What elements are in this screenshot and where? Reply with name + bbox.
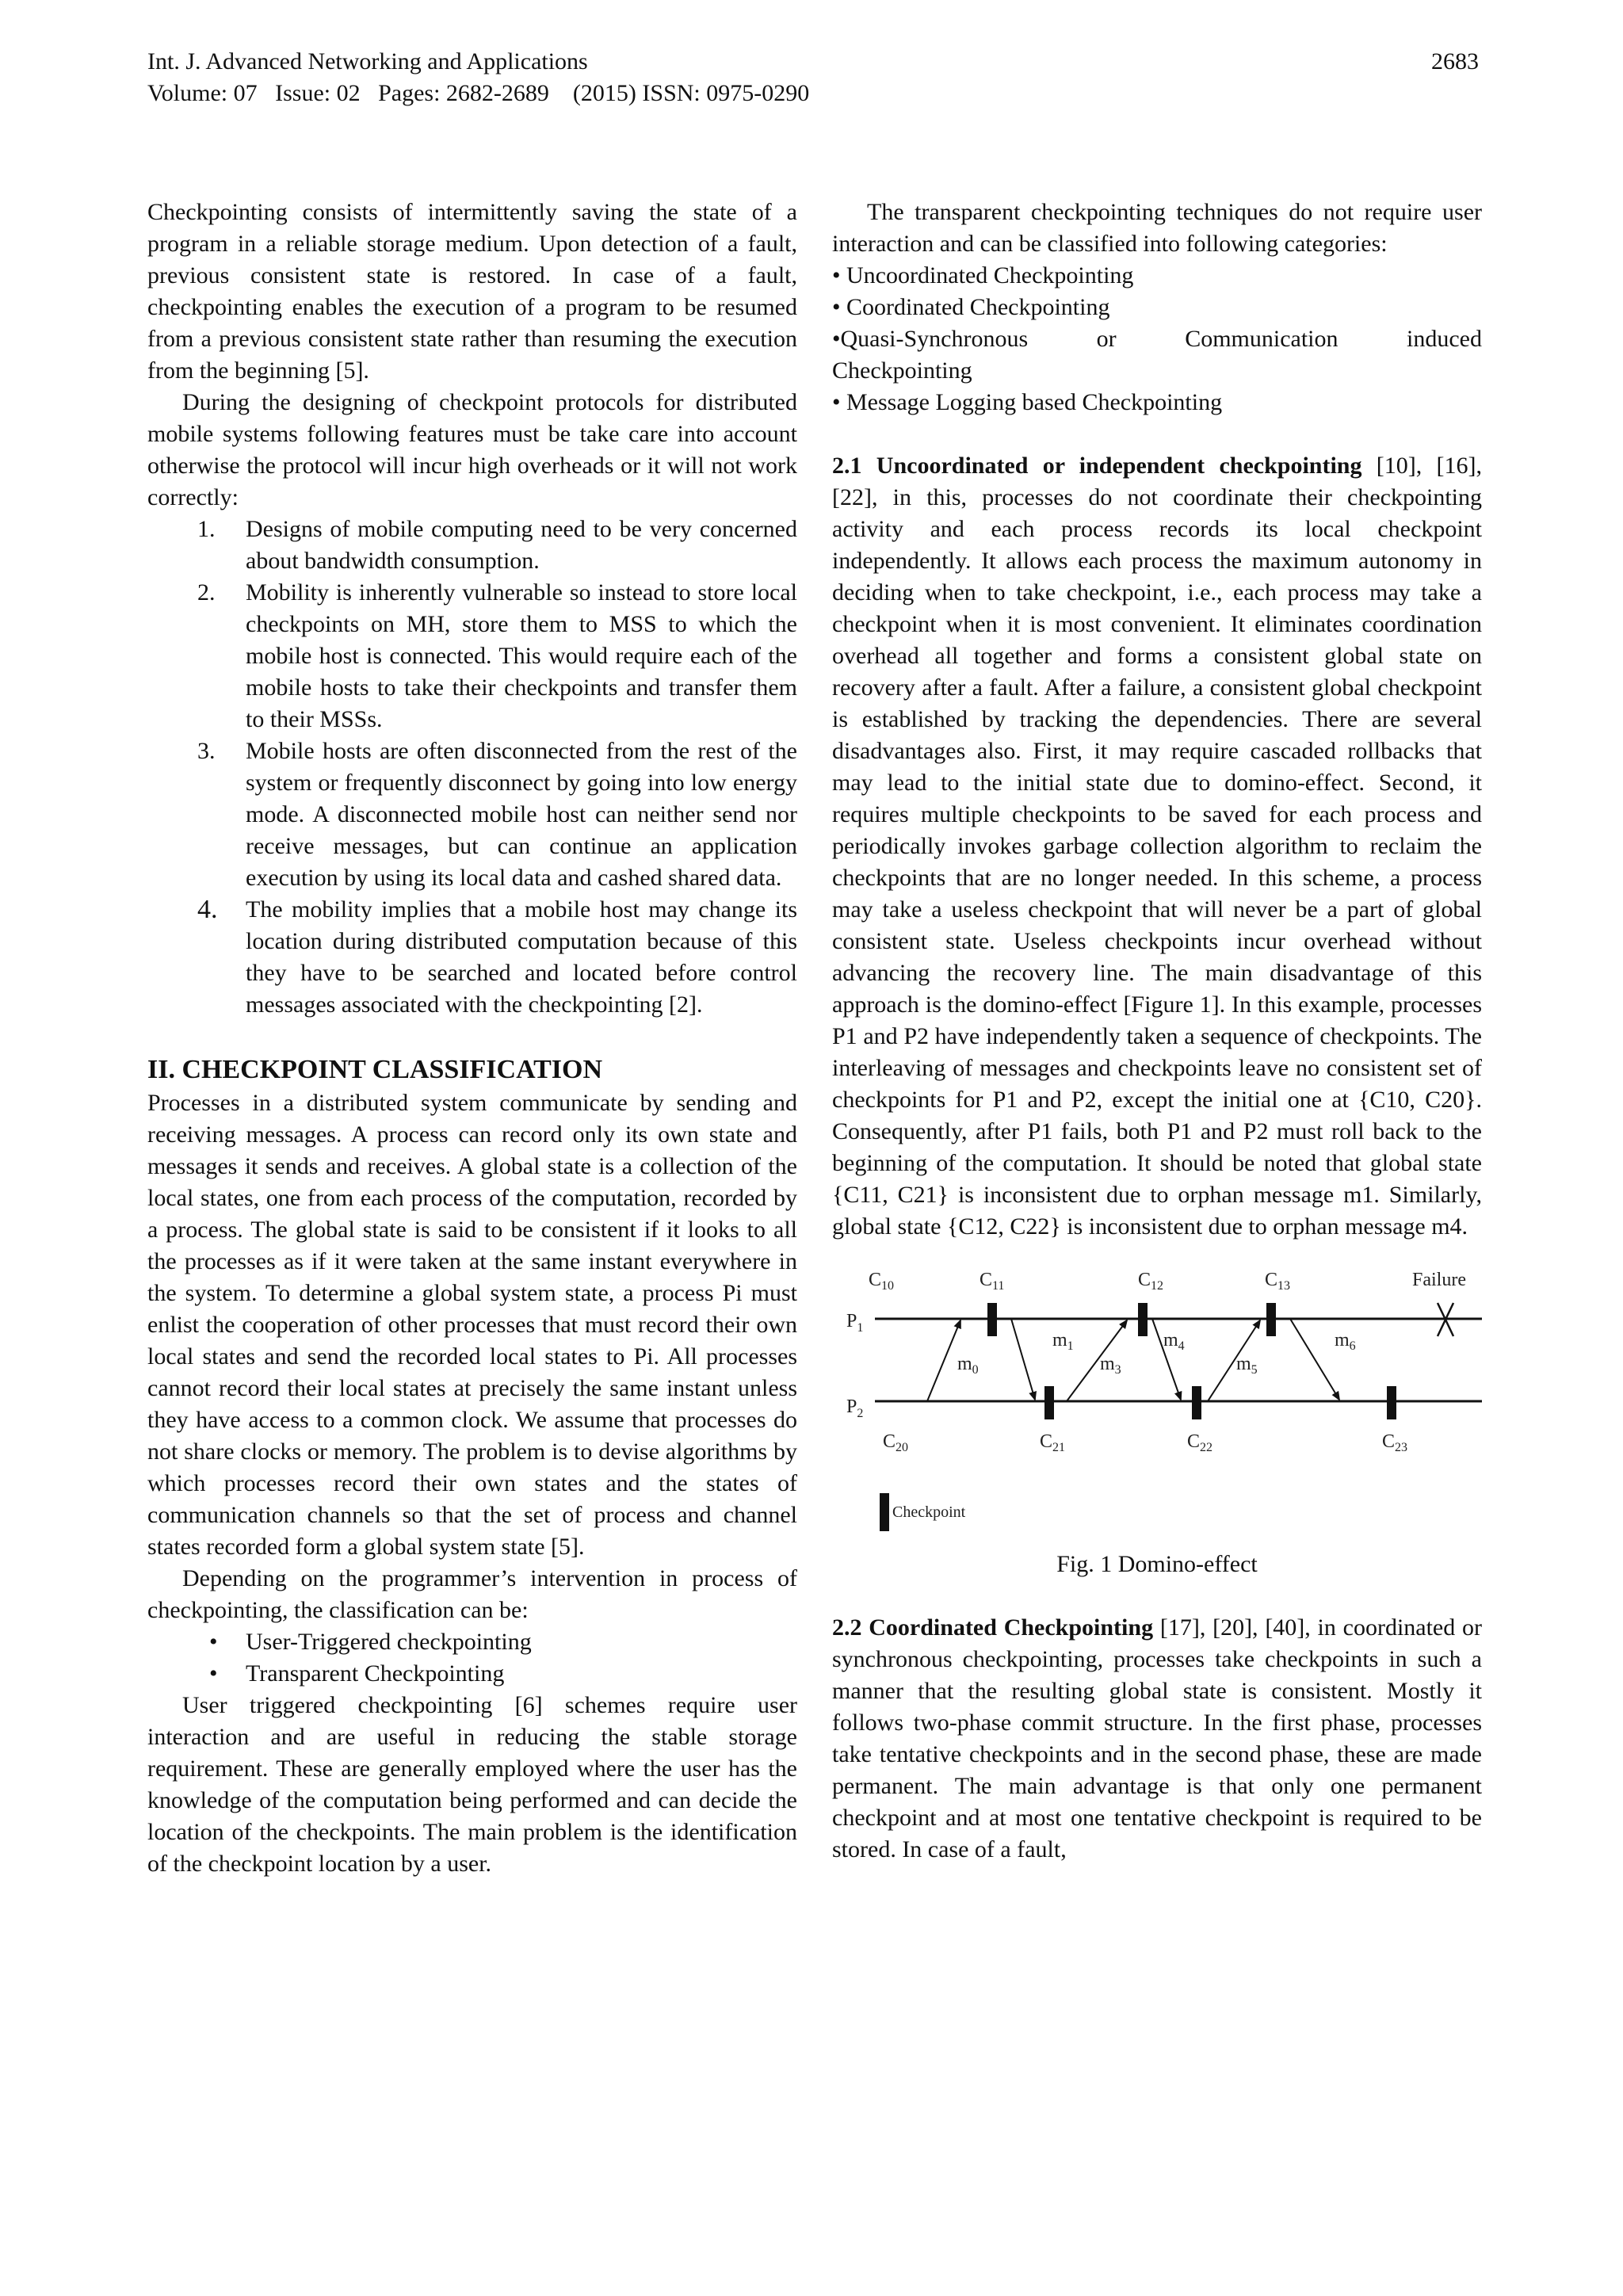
message-m6-arrow bbox=[1290, 1319, 1339, 1400]
intro-paragraph: Checkpointing consists of intermittently saving the state of a program in a reliable storage medium. Upon detection of a fault, previous consistent state is restored. In case of a fault, checkpointing enables the execution of a program to be resumed from a previous consistent state rather than resuming the execution from the beginning [5]. bbox=[147, 199, 797, 384]
category-item: • Coordinated Checkpointing bbox=[832, 294, 1110, 320]
legend-label: Checkpoint bbox=[892, 1503, 966, 1521]
category-item: • Message Logging based Checkpointing bbox=[832, 389, 1223, 415]
message-label: $m_1$ bbox=[1052, 1330, 1074, 1353]
global-state-paragraph: Processes in a distributed system communicate by sending and receiving messages. A process can record only its own state and messages it sends and receives. A global state is a collection of the local states, one from each process of the computation, recorded by a process. The global state is said to be consistent if it looks to all the processes as if it were taken at the same instant everywhere in the system. To determine a global system state, a process Pi must enlist the cooperation of other processes that must record their own local states and send the recorded local states to Pi. All processes cannot record their local states at precisely the same instant unless they have access to a common clock. We assume that processes do not share clocks or memory. The problem is to devise algorithms by which processes record their own states and the states of communication channels so that the set of process and channel states recorded form a global system state [5]. bbox=[147, 1090, 797, 1560]
checkpoint-c11 bbox=[987, 1303, 997, 1336]
message-label: $m_4$ bbox=[1163, 1330, 1185, 1353]
feature-number: 3. bbox=[197, 738, 216, 764]
bullet-icon: • bbox=[209, 1660, 218, 1687]
classification-item bbox=[147, 1658, 797, 1690]
category-item: • Uncoordinated Checkpointing bbox=[832, 262, 1134, 288]
message-label: $m_6$ bbox=[1335, 1330, 1356, 1353]
message-label: $m_5$ bbox=[1236, 1354, 1258, 1377]
section-heading: II. CHECKPOINT CLASSIFICATION bbox=[147, 1055, 603, 1084]
design-features-intro: During the designing of checkpoint protocols for distributed mobile systems following features must be take care into account otherwise the protocol will incur high overheads or it will not work correctly: bbox=[147, 389, 797, 510]
feature-item bbox=[147, 577, 797, 735]
coordinated-paragraph bbox=[832, 1612, 1482, 1866]
feature-text: Designs of mobile computing need to be very concerned about bandwidth consumption. bbox=[246, 516, 797, 574]
feature-number: 4. bbox=[197, 895, 218, 924]
checkpoint-label: $C_{10}$ bbox=[869, 1270, 895, 1293]
message-m1-arrow bbox=[1011, 1319, 1035, 1400]
subsection-body: [17], [20], [40], in coordinated or synchronous checkpointing, processes take checkpoints in such a manner that the resulting global state is consistent. Mostly it follows two-phase commit structure. In the first phase, processes take tentative checkpoints and in the second phase, these are made permanent. The main advantage is that only one permanent checkpoint and at most one tentative checkpoint is required to be stored. In case of a fault, bbox=[832, 1614, 1482, 1862]
category-item-continuation: Checkpointing bbox=[832, 357, 972, 384]
checkpoint-c13 bbox=[1266, 1303, 1276, 1336]
subsection-body: [10], [16], [22], in this, processes do not coordinate their checkpointing activity and each process records its local checkpoint independently. It allows each process the maximum autonomy in deciding when to take checkpoint, i.e., each process may take a checkpoint when it is most convenient. It eliminates coordination overhead all together and forms a consistent global state on recovery after a fault. After a failure, a consistent global checkpoint is established by tracking the dependencies. There are several disadvantages also. First, it may require cascaded rollbacks that may lead to the initial state due to domino-effect. Second, it requires multiple checkpoints to be saved for each process and periodically invokes garbage collection algorithm to reclaim the checkpoints that are no longer needed. In this scheme, a process may take a useless checkpoint that will never be a part of global consistent state. Useless checkpoints incur overhead without advancing the recovery line. The main disadvantage of this approach is the domino-effect [Figure 1]. In this example, processes P1 and P2 have independently taken a sequence of checkpoints. The interleaving of messages and checkpoints leave no consistent set of checkpoints for P1 and P2, except the initial one at {C10, C20}. Consequently, after P1 fails, both P1 and P2 must roll back to the beginning of the computation. It should be noted that global state {C11, C21} is inconsistent due to orphan message m1. Similarly, global state {C12, C22} is inconsistent due to orphan message m4. bbox=[832, 453, 1483, 1240]
feature-item bbox=[147, 735, 797, 894]
checkpoint-label: $C_{11}$ bbox=[980, 1270, 1005, 1293]
uncoordinated-paragraph bbox=[832, 450, 1482, 1243]
checkpoint-label: $C_{20}$ bbox=[883, 1431, 909, 1454]
feature-item bbox=[147, 514, 797, 577]
process-label-p2: $P_2$ bbox=[846, 1396, 864, 1420]
checkpoint-label: $C_{13}$ bbox=[1265, 1270, 1291, 1293]
right-column bbox=[832, 197, 1482, 1866]
transparent-intro: The transparent checkpointing techniques do not require user interaction and can be classified into following categories: bbox=[832, 199, 1482, 257]
volume-info: Volume: 07 Issue: 02 Pages: 2682-2689 (2015) ISSN: 0975-0290 bbox=[147, 80, 810, 106]
checkpoint-label: $C_{22}$ bbox=[1187, 1431, 1213, 1454]
classification-list bbox=[147, 1626, 797, 1690]
feature-number: 1. bbox=[197, 516, 216, 542]
message-m0-arrow bbox=[927, 1320, 960, 1401]
domino-effect-figure bbox=[832, 1263, 1482, 1541]
page-number: 2683 bbox=[1431, 48, 1479, 74]
feature-text: The mobility implies that a mobile host may change its location during distributed computation because of this they have to be searched and located before control messages associated with the checkpointing [2]. bbox=[246, 896, 797, 1018]
classification-intro: Depending on the programmer’s intervention in process of checkpointing, the classification can be: bbox=[147, 1565, 797, 1623]
message-label: $m_0$ bbox=[957, 1354, 979, 1377]
checkpoint-label: $C_{23}$ bbox=[1382, 1431, 1408, 1454]
journal-name: Int. J. Advanced Networking and Applications bbox=[147, 48, 588, 74]
message-m3-arrow bbox=[1067, 1320, 1127, 1401]
design-features-list bbox=[147, 514, 797, 1021]
message-m5-arrow bbox=[1208, 1320, 1260, 1401]
checkpoint-label: $C_{12}$ bbox=[1138, 1270, 1164, 1293]
checkpoint-c12 bbox=[1138, 1303, 1148, 1336]
left-column bbox=[147, 197, 797, 1880]
user-triggered-paragraph: User triggered checkpointing [6] schemes require user interaction and are useful in reducing the stable storage requirement. These are generally employed where the user has the knowledge of the computation being performed and can decide the location of the checkpoints. The main problem is the identification of the checkpoint location by a user. bbox=[147, 1692, 797, 1877]
running-header bbox=[147, 46, 1479, 109]
feature-item bbox=[147, 894, 797, 1021]
legend-checkpoint-swatch bbox=[880, 1493, 889, 1531]
domino-effect-diagram bbox=[832, 1263, 1482, 1541]
process-label-p1: $P_1$ bbox=[846, 1311, 864, 1335]
checkpoint-c22 bbox=[1192, 1386, 1201, 1419]
bullet-icon: • bbox=[209, 1629, 218, 1655]
category-item: •Quasi-Synchronous or Communication induced bbox=[832, 326, 1482, 352]
classification-text: User-Triggered checkpointing bbox=[246, 1629, 532, 1655]
feature-number: 2. bbox=[197, 579, 216, 606]
figure-caption: Fig. 1 Domino-effect bbox=[1056, 1551, 1258, 1577]
failure-label: Failure bbox=[1412, 1270, 1466, 1290]
subsection-title: 2.2 Coordinated Checkpointing bbox=[832, 1614, 1154, 1641]
feature-text: Mobile hosts are often disconnected from the rest of the system or frequently disconnect by going into low energy mode. A disconnected mobile host can neither send nor receive messages, but can continue an application execution by using its local data and cashed shared data. bbox=[246, 738, 797, 891]
classification-item bbox=[147, 1626, 797, 1658]
category-list bbox=[832, 260, 1482, 418]
classification-text: Transparent Checkpointing bbox=[246, 1660, 505, 1687]
message-label: $m_3$ bbox=[1100, 1354, 1121, 1377]
checkpoint-c21 bbox=[1044, 1386, 1054, 1419]
subsection-title: 2.1 Uncoordinated or independent checkpointing bbox=[832, 453, 1362, 479]
checkpoint-label: $C_{21}$ bbox=[1040, 1431, 1066, 1454]
checkpoint-c23 bbox=[1387, 1386, 1396, 1419]
feature-text: Mobility is inherently vulnerable so instead to store local checkpoints on MH, store them to MSS to which the mobile host is connected. This would require each of the mobile hosts to take their checkpoints and transfer them to their MSSs. bbox=[246, 579, 797, 732]
